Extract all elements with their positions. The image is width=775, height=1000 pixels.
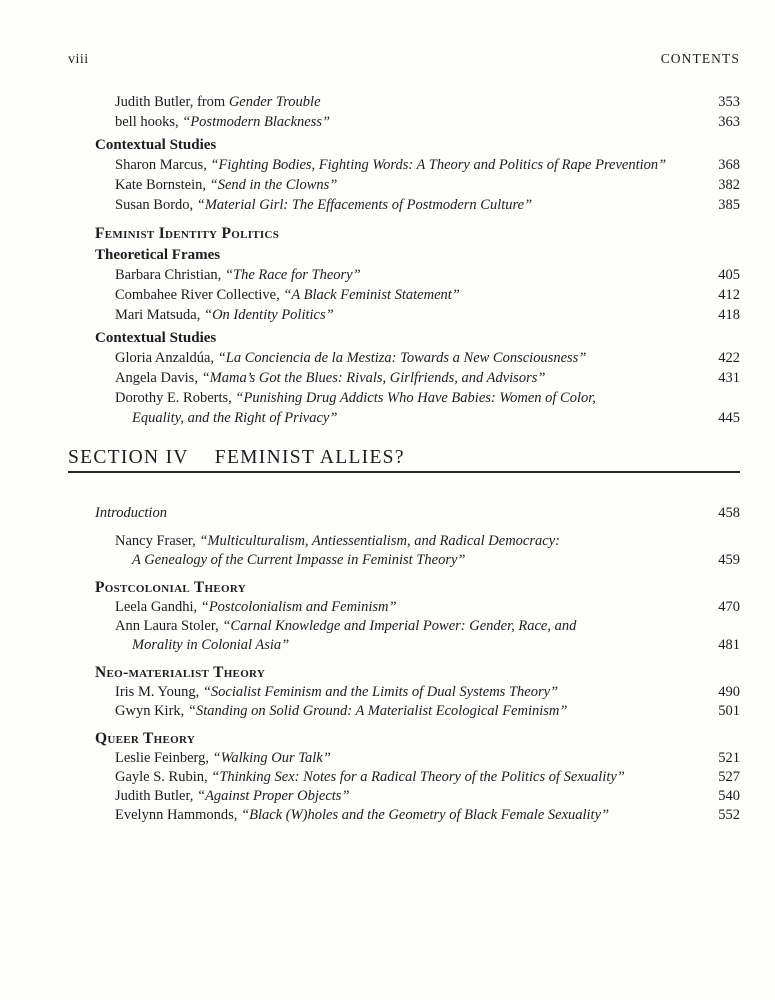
toc-entry	[68, 112, 740, 132]
toc-entry-title: “Thinking Sex: Notes for a Radical Theory of the Politics of Sexuality”	[211, 769, 625, 785]
toc-entry	[68, 749, 740, 768]
toc-part-heading	[68, 578, 740, 598]
toc-subheading-label: Contextual Studies	[95, 330, 217, 346]
toc-item-text	[68, 787, 360, 806]
toc-item-text	[68, 702, 577, 721]
toc-item-text	[68, 368, 555, 388]
toc-item-text	[68, 155, 676, 175]
toc-item-text	[68, 598, 407, 617]
toc-subheading	[68, 245, 740, 265]
toc-part-heading-label: Queer Theory	[95, 730, 196, 747]
toc-entry-title: “Fighting Bodies, Fighting Words: A Theory and Politics of Rape Prevention”	[210, 157, 667, 173]
page-number: 368	[718, 157, 740, 173]
toc-entry	[68, 368, 740, 388]
toc-entry-title: “Material Girl: The Effacements of Postmodern Culture”	[196, 197, 533, 213]
toc-entry	[68, 175, 740, 195]
toc-item-text	[68, 729, 205, 749]
toc-part-heading	[68, 224, 740, 244]
toc-part-heading-label: Feminist Identity Politics	[95, 225, 280, 242]
toc-entry	[68, 305, 740, 325]
toc-part-heading-label: Postcolonial Theory	[95, 579, 246, 596]
toc-item-text	[68, 617, 586, 655]
toc-item-text	[68, 388, 606, 428]
page-number: 445	[718, 410, 740, 426]
toc-item-text	[68, 245, 230, 265]
toc-item-text	[68, 768, 635, 787]
page-number: 470	[718, 599, 740, 615]
page-number: 385	[718, 197, 740, 213]
toc-item-text	[68, 328, 226, 348]
toc-entry-introduction	[68, 504, 740, 523]
toc-entry	[68, 348, 740, 368]
toc-item-text	[68, 683, 568, 702]
toc-entry-author: Barbara Christian,	[115, 267, 225, 283]
toc-entry-author: Leela Gandhi,	[115, 599, 201, 615]
toc-entry-title: “Standing on Solid Ground: A Materialist Ecological Feminism”	[187, 703, 568, 719]
toc-item-text	[68, 348, 596, 368]
page-number: 552	[718, 807, 740, 823]
page-number: 431	[718, 370, 740, 386]
table-of-contents	[68, 92, 740, 825]
toc-entry	[68, 532, 740, 570]
toc-item-text	[68, 504, 177, 523]
toc-entry	[68, 598, 740, 617]
toc-entry-author: Dorothy E. Roberts,	[115, 390, 236, 406]
toc-entry-title: “On Identity Politics”	[204, 307, 334, 323]
toc-entry-title: “Walking Our Talk”	[212, 750, 331, 766]
toc-entry-author: Judith Butler, from	[115, 94, 229, 110]
toc-entry-title: “Multiculturalism, Antiessentialism, and Radical Democracy:	[199, 533, 560, 549]
toc-item-text	[68, 265, 371, 285]
toc-entry-author: Leslie Feinberg,	[115, 750, 213, 766]
toc-entry-author: Sharon Marcus,	[115, 157, 211, 173]
toc-item-text	[68, 578, 256, 598]
toc-subheading	[68, 328, 740, 348]
toc-entry	[68, 683, 740, 702]
toc-entry-author: Evelynn Hammonds,	[115, 807, 242, 823]
page-number: 490	[718, 684, 740, 700]
toc-entry	[68, 92, 740, 112]
toc-item-text	[68, 92, 331, 112]
page-number: 458	[718, 505, 740, 521]
page-header	[68, 50, 740, 68]
toc-entry-title: “Punishing Drug Addicts Who Have Babies: Women of Color,	[235, 390, 596, 406]
page-number: 481	[718, 637, 740, 653]
toc-item-text	[68, 135, 226, 155]
section-title: FEMINIST ALLIES?	[214, 447, 405, 468]
toc-item-text	[68, 305, 344, 325]
toc-item-text	[68, 175, 347, 195]
toc-entry	[68, 787, 740, 806]
page-number: 412	[718, 287, 740, 303]
toc-entry-title: Introduction	[95, 505, 167, 521]
toc-entry-title-continued: Equality, and the Right of Privacy”	[132, 410, 338, 426]
toc-entry-author: Mari Matsuda,	[115, 307, 204, 323]
toc-entry-author: Gloria Anzaldúa,	[115, 350, 218, 366]
toc-item-text	[68, 749, 341, 768]
toc-entry-title: Gender Trouble	[228, 94, 321, 110]
toc-entry-author: Judith Butler,	[115, 788, 197, 804]
section-label: SECTION IV	[68, 447, 189, 468]
page-number: 501	[718, 703, 740, 719]
toc-entry	[68, 155, 740, 175]
toc-item-text	[68, 663, 275, 683]
page-number: 363	[718, 114, 740, 130]
toc-entry-title: “Black (W)holes and the Geometry of Black Female Sexuality”	[241, 807, 610, 823]
toc-item-text	[68, 112, 340, 132]
toc-subheading-label: Theoretical Frames	[95, 247, 221, 263]
toc-part-heading-label: Neo-materialist Theory	[95, 664, 266, 681]
toc-entry-author: Combahee River Collective,	[115, 287, 284, 303]
toc-entry-title: “Postmodern Blackness”	[182, 114, 331, 130]
page-number: 382	[718, 177, 740, 193]
toc-item-text	[68, 806, 619, 825]
toc-entry-author: bell hooks,	[115, 114, 183, 130]
toc-entry-author: Nancy Fraser,	[115, 533, 200, 549]
page-number: 521	[718, 750, 740, 766]
page-number: 540	[718, 788, 740, 804]
toc-entry	[68, 285, 740, 305]
toc-entry-title: “Against Proper Objects”	[197, 788, 350, 804]
toc-entry-title-continued: A Genealogy of the Current Impasse in Feminist Theory”	[132, 552, 466, 568]
toc-entry-title-continued: Morality in Colonial Asia”	[132, 637, 290, 653]
toc-entry-author: Kate Bornstein,	[115, 177, 210, 193]
toc-item-text	[68, 285, 470, 305]
folio-page-number: viii	[68, 52, 89, 67]
toc-part-heading	[68, 663, 740, 683]
page-number: 459	[718, 552, 740, 568]
toc-entry	[68, 702, 740, 721]
toc-entry-author: Gayle S. Rubin,	[115, 769, 212, 785]
running-head: CONTENTS	[660, 51, 740, 66]
section-heading	[68, 446, 740, 473]
toc-entry-title: “Mama’s Got the Blues: Rivals, Girlfriends, and Advisors”	[201, 370, 546, 386]
toc-entry-title: “Socialist Feminism and the Limits of Dual Systems Theory”	[202, 684, 559, 700]
toc-entry-author: Ann Laura Stoler,	[115, 618, 223, 634]
toc-entry-author: Iris M. Young,	[115, 684, 203, 700]
toc-entry-title: “La Conciencia de la Mestiza: Towards a New Consciousness”	[217, 350, 587, 366]
toc-entry-title: “The Race for Theory”	[224, 267, 361, 283]
toc-entry-author: Angela Davis,	[115, 370, 202, 386]
toc-item-text	[68, 224, 289, 244]
toc-subheading	[68, 135, 740, 155]
toc-entry	[68, 806, 740, 825]
toc-entry-author: Gwyn Kirk,	[115, 703, 188, 719]
toc-entry	[68, 388, 740, 428]
toc-item-text	[68, 532, 570, 570]
toc-item-text	[68, 195, 542, 215]
page-number: 418	[718, 307, 740, 323]
toc-entry	[68, 195, 740, 215]
toc-entry	[68, 265, 740, 285]
page-number: 422	[718, 350, 740, 366]
page-number: 405	[718, 267, 740, 283]
toc-entry-title: “Postcolonialism and Feminism”	[200, 599, 397, 615]
toc-entry-title: “Carnal Knowledge and Imperial Power: Gender, Race, and	[222, 618, 577, 634]
page-number: 353	[718, 94, 740, 110]
toc-subheading-label: Contextual Studies	[95, 137, 217, 153]
toc-entry-title: “Send in the Clowns”	[209, 177, 338, 193]
page-number: 527	[718, 769, 740, 785]
toc-entry	[68, 768, 740, 787]
toc-entry-title: “A Black Feminist Statement”	[283, 287, 460, 303]
toc-part-heading	[68, 729, 740, 749]
toc-entry	[68, 617, 740, 655]
toc-entry-author: Susan Bordo,	[115, 197, 197, 213]
